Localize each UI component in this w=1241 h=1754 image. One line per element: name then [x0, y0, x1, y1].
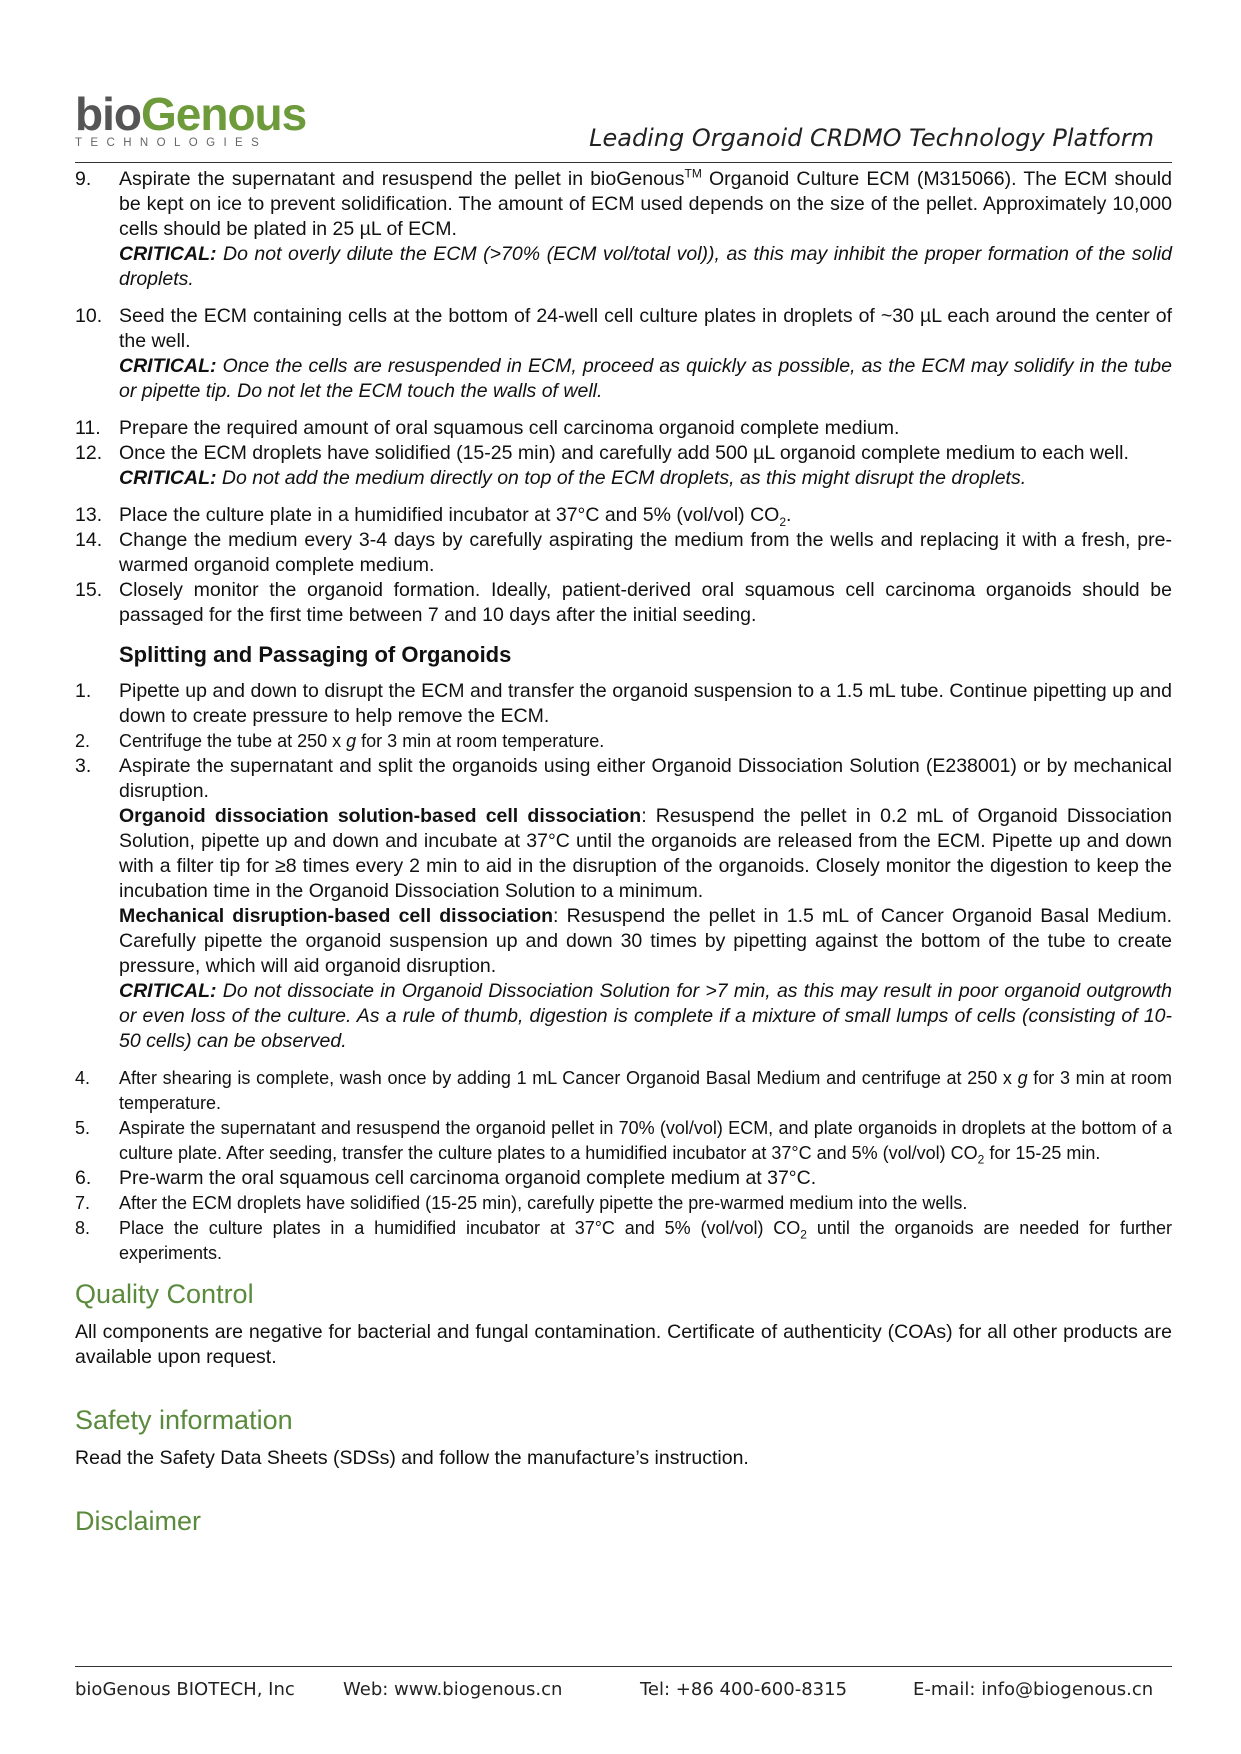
critical-note: CRITICAL: Once the cells are resuspended in ECM, proceed as quickly as possible, as the ECM may solidify in the tube or pipette tip. Do not let the ECM touch the walls of well. — [119, 355, 1172, 402]
list-item: 6. Pre-warm the oral squamous cell carcinoma organoid complete medium at 37°C. — [75, 1167, 817, 1189]
biogenous-logo: bioGenous TECHNOLOGIES — [75, 88, 307, 149]
footer-company: bioGenous BIOTECH, Inc — [75, 1679, 295, 1700]
footer-email: E-mail: info@biogenous.cn — [913, 1679, 1154, 1700]
method-paragraph: Organoid dissociation solution-based cell dissociation: Resuspend the pellet in 0.2 mL of Organoid Dissociation Solution, pipette up and down and incubate at 37°C until the organoids are released from the ECM. Pipette up and down with a filter tip for ≥8 times every 2 min to aid in the disruption of the organoids. Closely monitor the digestion to keep the incubation time in the Organoid Dissociation Solution to a minimum. — [119, 805, 1172, 902]
list-item: 14. Change the medium every 3-4 days by carefully aspirating the medium from the wells and replacing it with a fresh, pre-warmed organoid complete medium. — [75, 529, 1172, 576]
list-item: 3. Aspirate the supernatant and split the organoids using either Organoid Dissociation Solution (E238001) or by mechanical disruption. Organoid dissociation solution-based cell dissociation: Resuspend the pellet in 0.2 mL of Organoid Dissociation Solution, pipette up and down and incubate at 37°C until the organoids are released from the ECM. Pipette up and down with a filter tip for ≥8 times every 2 min to aid in the disruption of the organoids. Closely monitor the digestion to keep the incubation time in the Organoid Dissociation Solution to a minimum. Mechanical disruption-based cell dissociation: Resuspend the pellet in 1.5 mL of Cancer Organoid Basal Medium. Carefully pipette the organoid suspension up and down 30 times by pipetting against the bottom of the tube to create pressure, which will aid organoid disruption. CRITICAL: Do not dissociate in Organoid Dissociation Solution for >7 min, as this may result in poor organoid outgrowth or even loss of the culture. As a rule of thumb, digestion is complete if a mixture of small lumps of cells (consisting of 10-50 cells) can be observed. — [75, 755, 1172, 1052]
header-tagline: Leading Organoid CRDMO Technology Platform — [589, 124, 1154, 152]
safety-heading: Safety information — [75, 1405, 293, 1435]
critical-note: CRITICAL: Do not dissociate in Organoid Dissociation Solution for >7 min, as this may result in poor organoid outgrowth or even loss of the culture. As a rule of thumb, digestion is complete if a mixture of small lumps of cells (consisting of 10-50 cells) can be observed. — [119, 980, 1172, 1052]
critical-note: CRITICAL: Do not add the medium directly on top of the ECM droplets, as this might disrupt the droplets. — [119, 467, 1027, 489]
list-item: 13. Place the culture plate in a humidified incubator at 37°C and 5% (vol/vol) $CO_2$. — [75, 504, 792, 529]
safety-text: Read the Safety Data Sheets (SDSs) and follow the manufacture’s instruction. — [75, 1447, 749, 1469]
critical-note: CRITICAL: Do not overly dilute the ECM (>70% (ECM vol/total vol)), as this may inhibit the proper formation of the solid droplets. — [119, 243, 1172, 290]
footer-tel: Tel: +86 400-600-8315 — [640, 1679, 848, 1700]
page-footer — [75, 1666, 1172, 1700]
section-subheading: Splitting and Passaging of Organoids — [119, 642, 512, 667]
list-item: 7. After the ECM droplets have solidified (15-25 min), carefully pipette the pre-warmed medium into the wells. — [75, 1193, 968, 1213]
list-item: 2. Centrifuge the tube at 250 x g for 3 min at room temperature. — [75, 731, 605, 751]
main-content — [75, 167, 1172, 1547]
method-paragraph: Mechanical disruption-based cell dissociation: Resuspend the pellet in 1.5 mL of Cancer Organoid Basal Medium. Carefully pipette the organoid suspension up and down 30 times by pipetting against the bottom of the tube to create pressure, which will aid organoid disruption. — [119, 905, 1172, 977]
list-item: 8. Place the culture plates in a humidified incubator at 37°C and 5% (vol/vol) $CO_2$ until the organoids are needed for further experiments. — [75, 1218, 1172, 1263]
quality-control-text: All components are negative for bacterial and fungal contamination. Certificate of authenticity (COAs) for all other products are available upon request. — [75, 1321, 1172, 1368]
page-header — [75, 88, 1172, 163]
list-item: 5. Aspirate the supernatant and resuspend the organoid pellet in 70% (vol/vol) ECM, and plate organoids in droplets at the bottom of a culture plate. After seeding, transfer the culture plates to a humidified incubator at 37°C and 5% (vol/vol) $CO_2$ for 15-25 min. — [75, 1118, 1172, 1167]
list-item: 9. Aspirate the supernatant and resuspend the pellet in bioGenous™ Organoid Culture ECM (M315066). The ECM should be kept on ice to prevent solidification. The amount of ECM used depends on the size of the pellet. Approximately 10,000 cells should be plated in 25 µL of ECM. CRITICAL: Do not overly dilute the ECM (>70% (ECM vol/total vol)), as this may inhibit the proper formation of the solid droplets. — [75, 166, 1172, 290]
list-item: 11. Prepare the required amount of oral squamous cell carcinoma organoid complete medium. — [75, 417, 900, 439]
list-item: 15. Closely monitor the organoid formation. Ideally, patient-derived oral squamous cell carcinoma organoids should be passaged for the first time between 7 and 10 days after the initial seeding. — [75, 579, 1172, 626]
list-item: 1. Pipette up and down to disrupt the ECM and transfer the organoid suspension to a 1.5 mL tube. Continue pipetting up and down to create pressure to help remove the ECM. — [75, 680, 1172, 727]
list-item: 12. Once the ECM droplets have solidified (15-25 min) and carefully add 500 µL organoid complete medium to each well. CRITICAL: Do not add the medium directly on top of the ECM droplets, as this might disrupt the droplets. — [75, 441, 1172, 491]
list-item: 10. Seed the ECM containing cells at the bottom of 24-well cell culture plates in droplets of ~30 µL each around the center of the well. CRITICAL: Once the cells are resuspended in ECM, proceed as quickly as possible, as the ECM may solidify in the tube or pipette tip. Do not let the ECM touch the walls of well. — [75, 305, 1172, 402]
disclaimer-heading: Disclaimer — [75, 1506, 202, 1536]
footer-web: Web: www.biogenous.cn — [343, 1679, 563, 1700]
list-item: 4. After shearing is complete, wash once by adding 1 mL Cancer Organoid Basal Medium and centrifuge at 250 x g for 3 min at room temperature. — [75, 1068, 1172, 1113]
quality-control-heading: Quality Control — [75, 1279, 254, 1309]
